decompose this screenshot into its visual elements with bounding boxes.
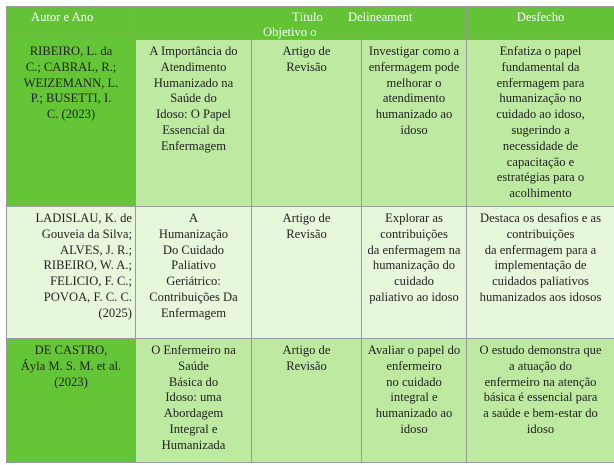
cell-autor: LADISLAU, K. de Gouveia da Silva; ALVES, J. R.; RIBEIRO, W. A.; FELICIO, F. C.; POVOA, F. C. C. (2025) [7,207,136,339]
cell-objetivo: Explorar as contribuições da enfermagem na humanização do cuidado paliativo ao idoso [362,207,467,339]
cell-desfecho: Destaca os desafios e as contribuições da enfermagem para a implementação de cuidados paliativos humanizados aos idosos [467,207,614,339]
table-row [7,339,614,463]
cell-desfecho: Enfatiza o papel fundamental da enfermagem para humanização no cuidado ao idoso, sugerindo a necessidade de capacitação e estratégias para o acolhimento [467,40,614,207]
header-delineamento: Delineament [348,10,413,24]
table-row [7,40,614,207]
table-header-row [7,7,614,40]
cell-titulo: A Importância do Atendimento Humanizado na Saúde do Idoso: O Papel Essencial da Enfermagem [136,40,252,207]
cell-autor: RIBEIRO, L. da C.; CABRAL, R.; WEIZEMANN, L. P.; BUSETTI, I. C. (2023) [7,40,136,207]
cell-titulo: A Humanização Do Cuidado Paliativo Geriátrico: Contribuições Da Enfermagem [136,207,252,339]
cell-objetivo: Avaliar o papel do enfermeiro no cuidado integral e humanizado ao idoso [362,339,467,463]
header-desfecho: Desfecho [467,7,614,40]
cell-delineamento: Artigo de Revisão [252,207,362,339]
cell-autor: DE CASTRO, Áyla M. S. M. et al. (2023) [7,339,136,463]
cell-desfecho: O estudo demonstra que a atuação do enfermeiro na atenção básica é essencial para a saúde e bem-estar do idoso [467,339,614,463]
header-titulo: Título [292,10,323,24]
header-objetivo: Objetivo o [263,25,317,39]
header-titulo-delineamento-objetivo [136,7,467,40]
header-autor-ano: Autor e Ano [7,7,136,40]
cell-delineamento: Artigo de Revisão [252,339,362,463]
cell-titulo: O Enfermeiro na Saúde Básica do Idoso: uma Abordagem Integral e Humanizada [136,339,252,463]
review-table-container [6,6,614,465]
cell-objetivo: Investigar como a enfermagem pode melhorar o atendimento humanizado ao idoso [362,40,467,207]
table-row [7,207,614,339]
cell-delineamento: Artigo de Revisão [252,40,362,207]
review-table [6,6,614,463]
